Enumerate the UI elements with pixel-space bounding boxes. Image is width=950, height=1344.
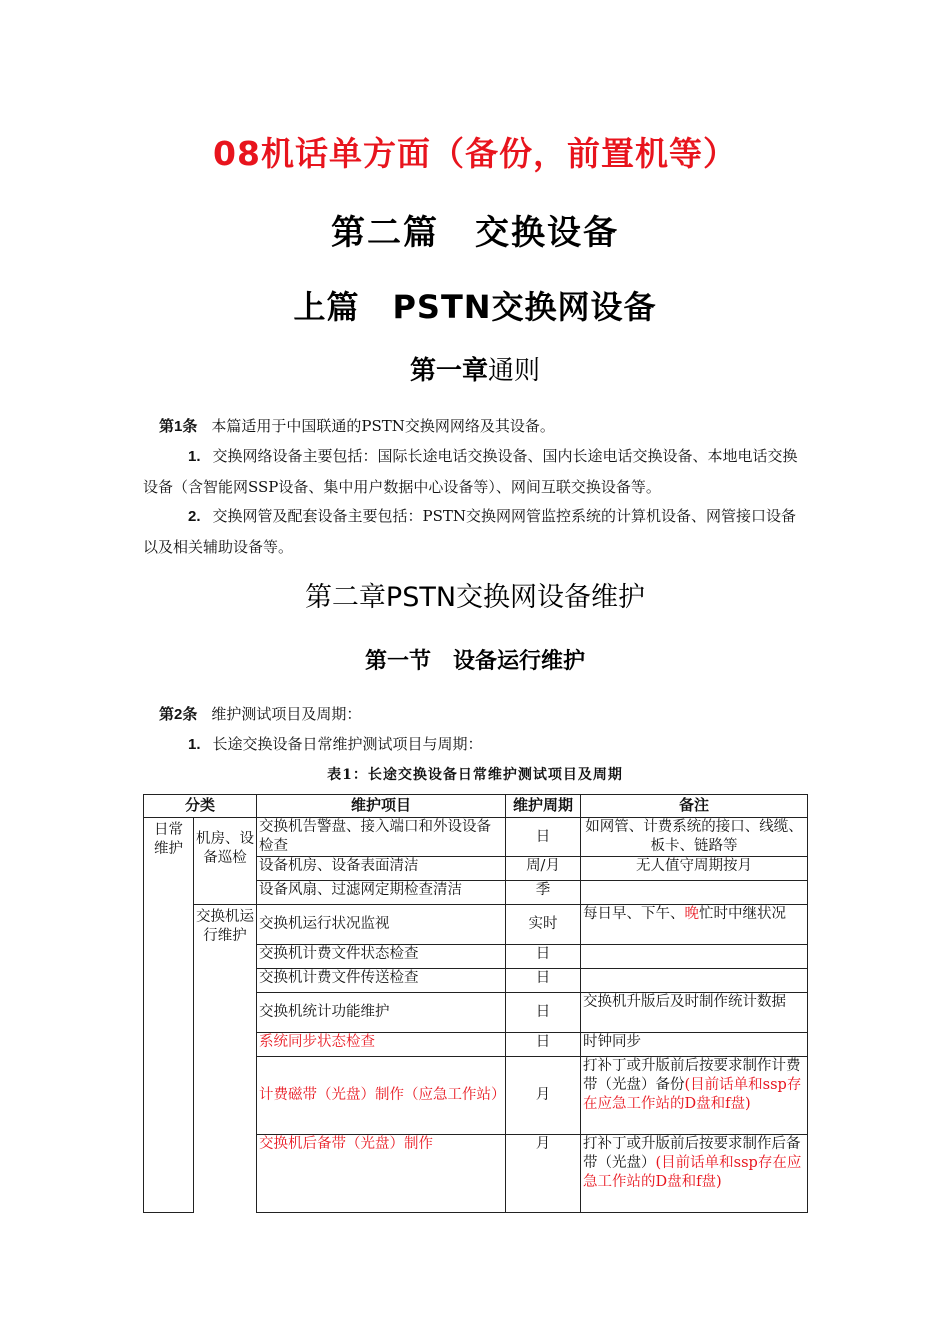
article2-item1 (143, 729, 808, 760)
chapter2-title: 第二章PSTN交换网设备维护 (304, 582, 646, 613)
note-text: 打补丁或升版前后按要求制作后备带（光盘） (583, 1136, 801, 1171)
cell-period: 周/月 (506, 857, 581, 881)
cell-note (581, 969, 808, 993)
cell-item: 设备机房、设备表面清洁 (257, 857, 506, 881)
cell-item: 交换机计费文件状态检查 (257, 945, 506, 969)
note-text: 忙时中继状况 (699, 906, 787, 922)
cell-item: 交换机运行状况监视 (257, 905, 506, 945)
cell-note: 交换机升版后及时制作统计数据 (581, 993, 808, 1033)
part-title: 第二篇 交换设备 (331, 213, 619, 253)
cell-period: 实时 (506, 905, 581, 945)
item-number: 1. (188, 448, 201, 465)
header-category: 分类 (144, 795, 257, 818)
table-header-row (144, 795, 808, 818)
item-text: 长途交换设备日常维护测试项目与周期： (212, 735, 483, 753)
cell-note: 如网管、计费系统的接口、线缆、板卡、链路等 (581, 818, 808, 857)
cell-period: 季 (506, 881, 581, 905)
article2-paragraph (143, 699, 808, 730)
table-caption: 表1：长途交换设备日常维护测试项目及周期 (327, 767, 623, 783)
table-row (144, 905, 808, 945)
item-text: 交换网络设备主要包括：国际长途电话交换设备、国内长途电话交换设备、本地电话交换设备（含智能网SSP设备、集中用户数据中心设备等）、网间互联交换设备等。 (143, 447, 798, 496)
header-item: 维护项目 (257, 795, 506, 818)
item-text: 交换网管及配套设备主要包括：PSTN交换网网管监控系统的计算机设备、网管接口设备以及相关辅助设备等。 (143, 507, 797, 556)
cell-period: 月 (506, 1057, 581, 1135)
article2-label: 第2条 (159, 706, 198, 723)
cell-period: 日 (506, 969, 581, 993)
item-number: 2. (188, 508, 201, 525)
cell-period: 日 (506, 945, 581, 969)
cell-item: 交换机告警盘、接入端口和外设设备检查 (257, 818, 506, 857)
maintenance-table (143, 794, 808, 1213)
header-note: 备注 (581, 795, 808, 818)
chapter1-prefix: 第一章 (409, 356, 488, 386)
item-number: 1. (188, 736, 201, 753)
article1-paragraph (143, 411, 808, 442)
note-highlight: 晚 (684, 906, 700, 922)
subcategory-room: 机房、设 备巡检 (194, 818, 257, 905)
cell-item: 系统同步状态检查 (257, 1033, 506, 1057)
cell-period: 日 (506, 818, 581, 857)
note-text: 每日早、下午、 (583, 906, 685, 922)
cell-period: 月 (506, 1135, 581, 1213)
cell-note (581, 1135, 808, 1213)
subcategory-switch: 交换机运行维护 (194, 905, 257, 1213)
cell-item: 交换机后备带（光盘）制作 (257, 1135, 506, 1213)
cell-period: 日 (506, 1033, 581, 1057)
note-text: 打补丁或升版前后按要求制作计费带（光盘）备份 (583, 1058, 801, 1093)
chapter1-title (0, 350, 950, 387)
cell-period: 日 (506, 993, 581, 1033)
note-highlight: (目前话单和ssp存在应急工作站的D盘和f盘) (583, 1077, 802, 1112)
cell-item: 交换机计费文件传送检查 (257, 969, 506, 993)
category-daily: 日常维护 (144, 818, 194, 1213)
cell-item: 计费磁带（光盘）制作（应急工作站） (257, 1057, 506, 1135)
article2-text: 维护测试项目及周期： (211, 705, 362, 723)
document-title: 08机话单方面（备份，前置机等） (213, 134, 737, 173)
section1-title: 第一节 设备运行维护 (364, 649, 585, 674)
cell-note (581, 1057, 808, 1135)
article1-item1 (143, 441, 808, 502)
article1-item2 (143, 501, 808, 562)
cell-item: 交换机统计功能维护 (257, 993, 506, 1033)
header-period: 维护周期 (506, 795, 581, 818)
cell-note: 时钟同步 (581, 1033, 808, 1057)
cell-note (581, 881, 808, 905)
article1-label: 第1条 (159, 418, 198, 435)
table-row (144, 818, 808, 857)
subpart-title: 上篇 PSTN交换网设备 (293, 288, 657, 326)
note-highlight: (目前话单和ssp存在应急工作站的D盘和f盘) (583, 1155, 802, 1190)
article1-text: 本篇适用于中国联通的PSTN交换网网络及其设备。 (211, 417, 555, 435)
cell-note: 无人值守周期按月 (581, 857, 808, 881)
cell-note (581, 945, 808, 969)
cell-note (581, 905, 808, 945)
cell-item: 设备风扇、过滤网定期检查清洁 (257, 881, 506, 905)
chapter1-name: 通则 (488, 356, 541, 386)
